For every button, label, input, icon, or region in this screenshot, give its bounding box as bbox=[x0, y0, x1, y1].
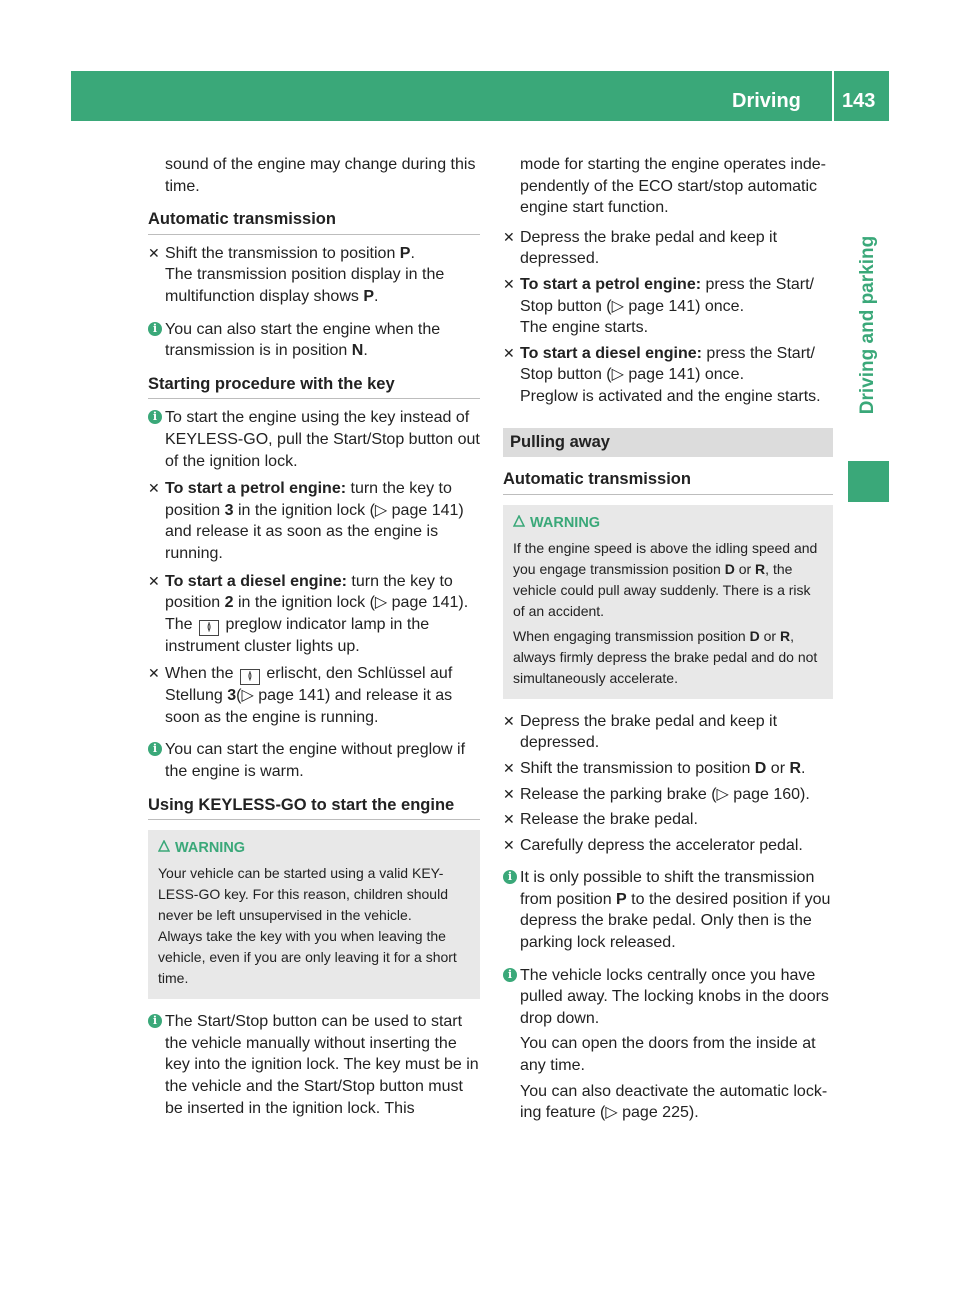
info-icon: i bbox=[148, 1014, 162, 1028]
warning-text: If the engine speed is above the idling speed and you engage transmission position D or R, the vehicle could pull away suddenly. There is a risk of an accident. bbox=[513, 539, 818, 619]
arrow-x-icon: ✕ bbox=[148, 665, 160, 682]
step: ✕ To start a petrol engine: turn the key to position 3 in the ignition lock (▷ page 141) and release it as soon as the engine is running. bbox=[148, 480, 464, 562]
info-note: i To start the engine using the key instead of KEYLESS-GO, pull the Start/Stop button out of the ignition lock. bbox=[148, 407, 480, 472]
step: ✕ Carefully depress the accelerator pedal. bbox=[503, 835, 833, 857]
arrow-x-icon: ✕ bbox=[503, 712, 515, 729]
step: ✕ Depress the brake pedal and keep it depressed. bbox=[503, 228, 778, 268]
info-icon: i bbox=[148, 742, 162, 756]
preglow-coil-icon: ≬ bbox=[240, 669, 260, 685]
section-title: Driving bbox=[732, 90, 801, 112]
left-column bbox=[148, 154, 480, 1119]
step: ✕ To start a diesel engine: turn the key to position 2 in the ignition lock (▷ page 141). The ≬ preglow indicator lamp in the instrument cluster lights up. bbox=[148, 572, 469, 655]
warning-triangle-icon bbox=[513, 515, 525, 527]
arrow-x-icon: ✕ bbox=[503, 228, 515, 245]
warning-triangle-icon bbox=[158, 840, 170, 852]
heading-auto-transmission: Automatic transmission bbox=[148, 209, 480, 235]
step: ✕ Shift the transmission to position D or R. bbox=[503, 758, 833, 780]
arrow-x-icon: ✕ bbox=[503, 275, 515, 292]
heading-keyless-go: Using KEYLESS-GO to start the engine bbox=[148, 795, 480, 821]
page-number: 143 bbox=[842, 90, 876, 112]
warning-text: Your vehicle can be started using a valid KEY-LESS-GO key. For this reason, children should never be left unsupervised in the vehicle. bbox=[158, 865, 448, 924]
side-tab-marker bbox=[848, 461, 889, 502]
info-icon: i bbox=[148, 322, 162, 336]
info-icon: i bbox=[503, 968, 517, 982]
arrow-x-icon: ✕ bbox=[503, 344, 515, 361]
arrow-x-icon: ✕ bbox=[148, 244, 160, 261]
info-note: i The vehicle locks centrally once you have pulled away. The locking knobs in the doors drop down. You can open the doors from the inside at any time. You can also deactivate the automatic lock-ing feature (▷ page 225). bbox=[503, 965, 833, 1124]
warning-box bbox=[503, 505, 833, 699]
heading-key-start: Starting procedure with the key bbox=[148, 374, 480, 400]
step: ✕ To start a diesel engine: press the Start/ Stop button (▷ page 141) once. Preglow is activated and the engine starts. bbox=[503, 344, 821, 405]
info-note: i You can also start the engine when the transmission is in position N. bbox=[148, 319, 480, 362]
warning-title: WARNING bbox=[158, 838, 470, 859]
step: ✕ When the ≬ erlischt, den Schlüssel auf Stellung 3(▷ page 141) and release it as soon as the engine is running. bbox=[148, 665, 453, 726]
header-divider bbox=[832, 71, 834, 121]
info-note: i You can start the engine without preglow if the engine is warm. bbox=[148, 739, 480, 782]
intro-text: mode for starting the engine operates inde-pendently of the ECO start/stop automatic engine start function. bbox=[520, 156, 826, 217]
step: ✕ Depress the brake pedal and keep it depressed. bbox=[503, 712, 778, 752]
warning-title: WARNING bbox=[513, 513, 823, 534]
intro-text: sound of the engine may change during this time. bbox=[165, 156, 476, 195]
warning-text: Always take the key with you when leaving the vehicle, even if you are only leaving it for a short time. bbox=[158, 928, 457, 987]
arrow-x-icon: ✕ bbox=[148, 480, 160, 497]
heading-auto-transmission: Automatic transmission bbox=[503, 469, 833, 495]
right-column bbox=[503, 154, 833, 1124]
info-note: i The Start/Stop button can be used to start the vehicle manually without inserting the key into the ignition lock. The key must be in the vehicle and the Start/Stop button must be inserted in the ignition lock. This bbox=[148, 1011, 480, 1119]
arrow-x-icon: ✕ bbox=[503, 836, 515, 853]
step: ✕ To start a petrol engine: press the Start/ Stop button (▷ page 141) once. The engine starts. bbox=[503, 275, 814, 337]
preglow-coil-icon: ≬ bbox=[199, 620, 219, 636]
warning-text: When engaging transmission position D or R, always firmly depress the brake pedal and do not simultaneously accelerate. bbox=[513, 627, 818, 686]
step: ✕ Shift the transmission to position P. The transmission position display in the multifunction display shows P. bbox=[148, 244, 445, 305]
side-tab-label bbox=[853, 235, 883, 415]
arrow-x-icon: ✕ bbox=[503, 785, 515, 802]
side-tab-text: Driving and parking bbox=[857, 235, 878, 415]
warning-box bbox=[148, 830, 480, 999]
section-heading-pulling-away: Pulling away bbox=[503, 428, 833, 458]
arrow-x-icon: ✕ bbox=[148, 572, 160, 589]
info-icon: i bbox=[503, 870, 517, 884]
step: ✕ Release the parking brake (▷ page 160). bbox=[503, 784, 833, 806]
arrow-x-icon: ✕ bbox=[503, 759, 515, 776]
info-icon: i bbox=[148, 410, 162, 424]
info-note: i It is only possible to shift the transmission from position P to the desired position if you depress the brake pedal. Only then is the parking lock released. bbox=[503, 867, 833, 953]
arrow-x-icon: ✕ bbox=[503, 811, 515, 828]
step: ✕ Release the brake pedal. bbox=[503, 809, 833, 831]
